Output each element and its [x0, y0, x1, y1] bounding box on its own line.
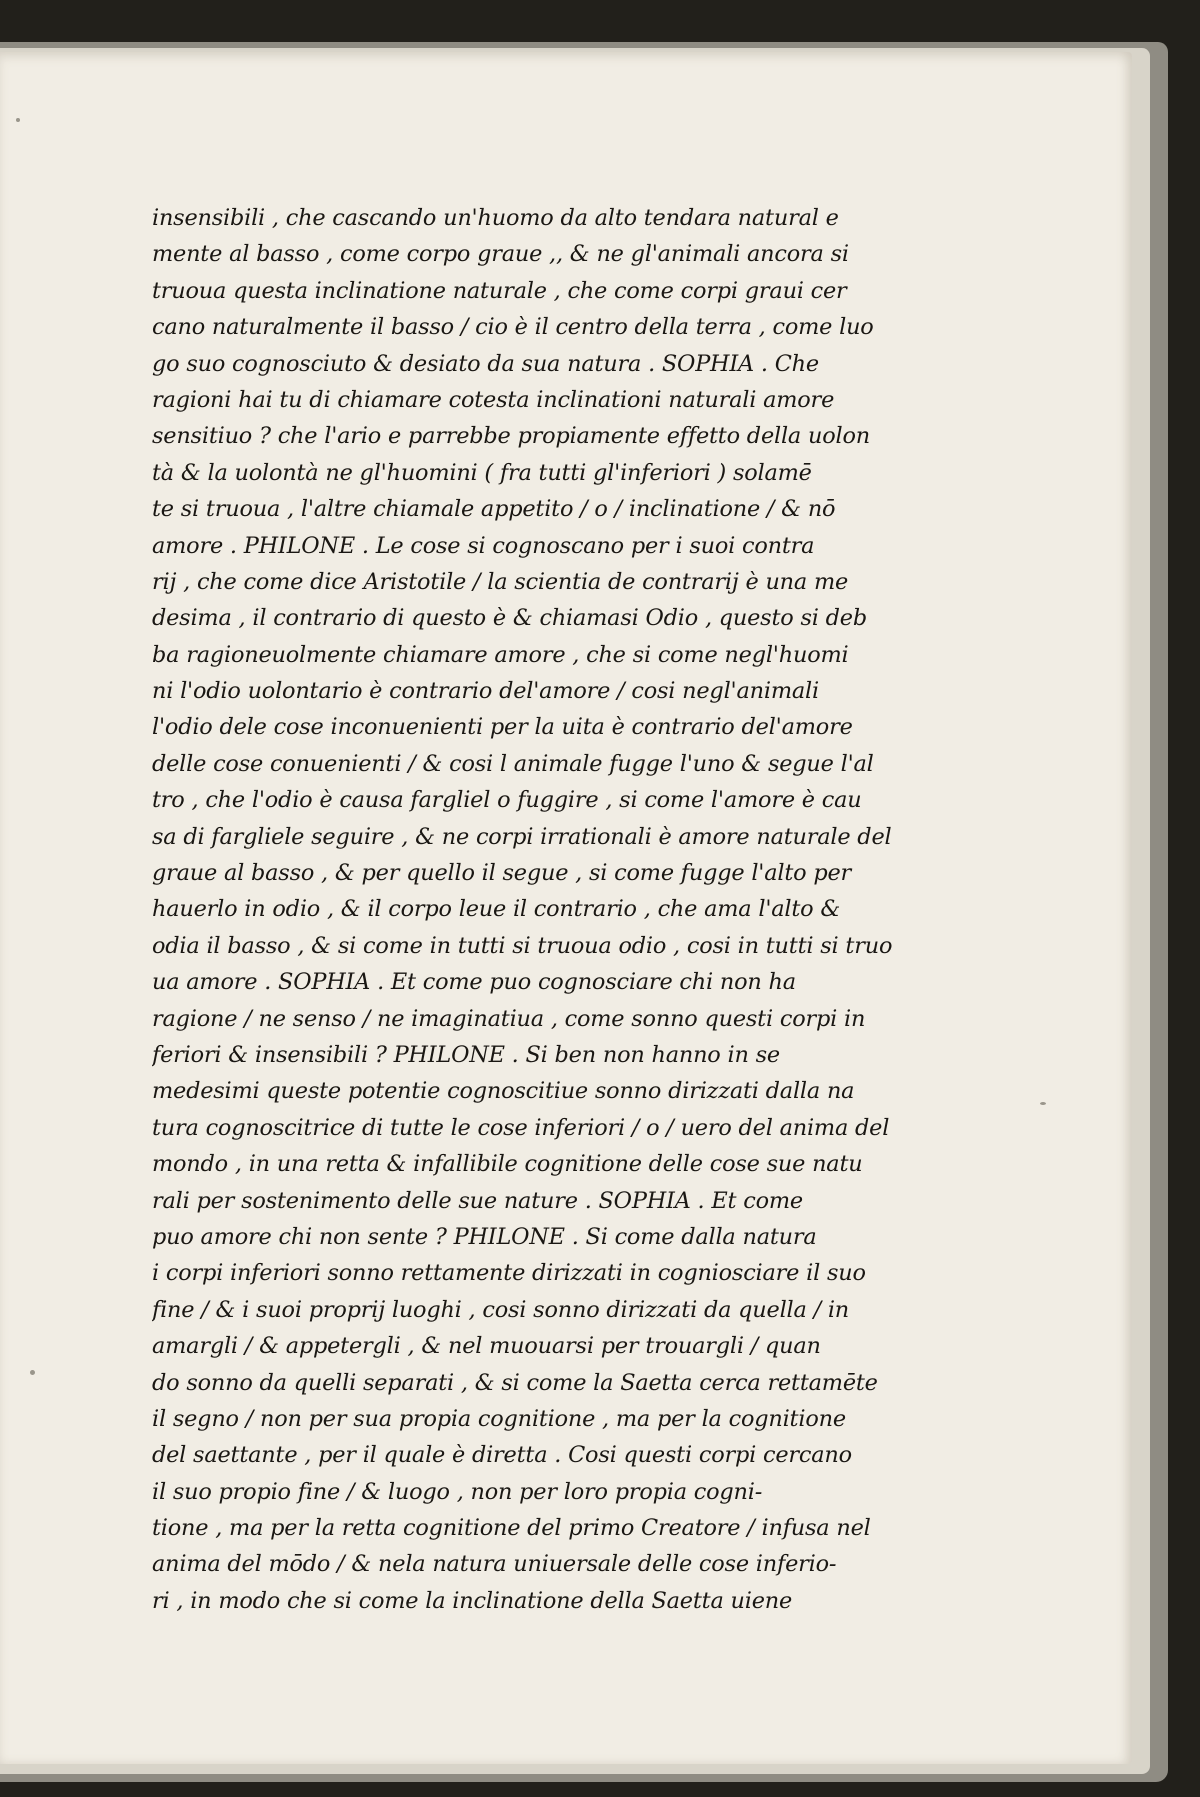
text-line: amargli / & appetergli , & nel muouarsi per trouargli / quan	[152, 1333, 821, 1360]
text-line: sensitiuo ? che l'ario e parrebbe propiamente effetto della uolon	[152, 423, 870, 450]
text-line: truoua questa inclinatione naturale , che come corpi graui cer	[152, 277, 847, 304]
text-line: i corpi inferiori sonno rettamente dirizzati in cogniosciare il suo	[152, 1260, 866, 1287]
text-line: delle cose conuenienti / & cosi l animale fugge l'uno & segue l'al	[152, 750, 874, 777]
text-line: amore . PHILONE . Le cose si cognoscano per i suoi contra	[152, 532, 815, 559]
text-line: fine / & i suoi proprij luoghi , cosi sonno dirizzati da quella / in	[152, 1296, 850, 1323]
text-line: tà & la uolontà ne gl'huomini ( fra tutti gl'inferiori ) solamē	[152, 459, 812, 486]
text-line: ri , in modo che si come la inclinatione della Saetta uiene	[152, 1587, 793, 1614]
text-line: sa di fargliele seguire , & ne corpi irrationali è amore naturale del	[152, 823, 892, 850]
text-line: rali per sostenimento delle sue nature . SOPHIA . Et come	[152, 1187, 803, 1214]
text-line: tro , che l'odio è causa fargliel o fuggire , si come l'amore è cau	[152, 787, 862, 814]
text-line: del saettante , per il quale è diretta . Cosi questi corpi cercano	[152, 1442, 852, 1469]
text-line: ni l'odio uolontario è contrario del'amore / cosi negl'animali	[152, 678, 819, 705]
text-line: mente al basso , come corpo graue ,, & ne gl'animali ancora si	[152, 241, 849, 268]
text-line: il suo propio fine / & luogo , non per loro propia cogni-	[152, 1478, 763, 1505]
text-line: feriori & insensibili ? PHILONE . Si ben non hanno in se	[152, 1041, 780, 1068]
paper-speck	[16, 118, 20, 122]
text-line: odia il basso , & si come in tutti si truoua odio , cosi in tutti si truo	[152, 932, 893, 959]
text-line: ba ragioneuolmente chiamare amore , che si come negl'huomi	[152, 641, 849, 668]
text-line: go suo cognosciuto & desiato da sua natura . SOPHIA . Che	[152, 350, 819, 377]
text-line: desima , il contrario di questo è & chiamasi Odio , questo si deb	[152, 605, 867, 632]
text-line: cano naturalmente il basso / cio è il centro della terra , come luo	[152, 314, 874, 341]
text-line: il segno / non per sua propia cognitione , ma per la cognitione	[152, 1405, 846, 1432]
text-line: l'odio dele cose inconuenienti per la uita è contrario del'amore	[152, 714, 853, 741]
body-text	[152, 200, 912, 1619]
text-line: hauerlo in odio , & il corpo leue il contrario , che ama l'alto &	[152, 896, 841, 923]
text-line: puo amore chi non sente ? PHILONE . Si come dalla natura	[152, 1223, 817, 1250]
text-line: ragione / ne senso / ne imaginatiua , come sonno questi corpi in	[152, 1005, 866, 1032]
text-line: te si truoua , l'altre chiamale appetito / o / inclinatione / & nō	[152, 496, 836, 523]
text-line: ragioni hai tu di chiamare cotesta inclinationi naturali amore	[152, 386, 835, 413]
paper-speck	[30, 1370, 35, 1375]
paper-speck	[1040, 1102, 1046, 1105]
text-line: ua amore . SOPHIA . Et come puo cognosciare chi non ha	[152, 969, 796, 996]
text-line: tione , ma per la retta cognitione del primo Creatore / infusa nel	[152, 1515, 871, 1542]
text-line: mondo , in una retta & infallibile cognitione delle cose sue natu	[152, 1151, 863, 1178]
text-line: rij , che come dice Aristotile / la scientia de contrarij è una me	[152, 568, 849, 595]
text-line: graue al basso , & per quello il segue , si come fugge l'alto per	[152, 860, 852, 887]
text-line: anima del mōdo / & nela natura uniuersale delle cose inferio-	[152, 1551, 837, 1578]
text-line: tura cognoscitrice di tutte le cose inferiori / o / uero del anima del	[152, 1114, 890, 1141]
text-line: insensibili , che cascando un'huomo da alto tendara natural e	[152, 205, 839, 231]
text-line: medesimi queste potentie cognoscitiue sonno dirizzati dalla na	[152, 1078, 855, 1105]
book-page	[0, 52, 1132, 1764]
text-line: do sonno da quelli separati , & si come la Saetta cerca rettamēte	[152, 1369, 878, 1396]
